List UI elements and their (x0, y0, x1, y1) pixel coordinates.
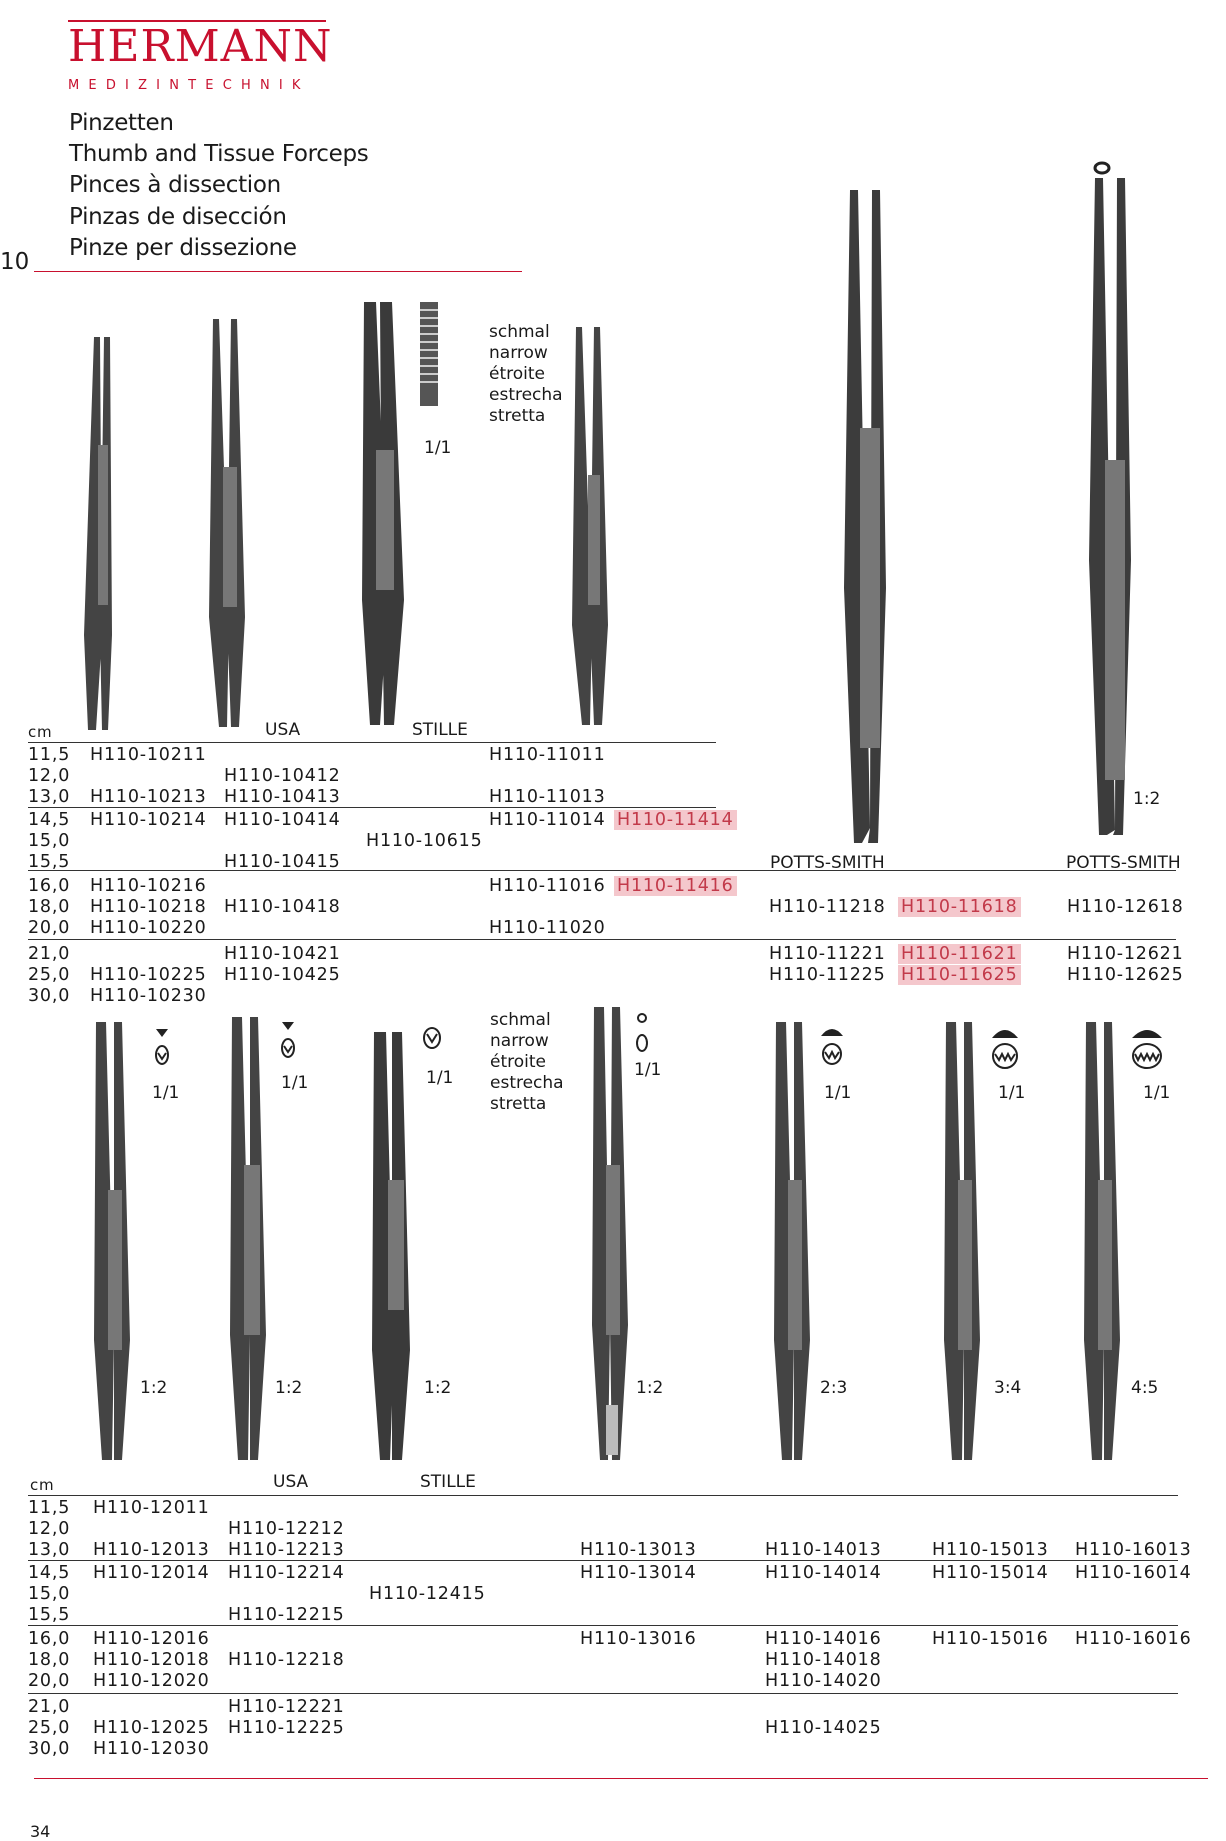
bottom-article-number (765, 1718, 882, 1738)
top-article-number (489, 876, 606, 896)
bottom-article-number (93, 1718, 210, 1738)
bottom-article-number (93, 1650, 210, 1670)
tip-3x4-icon (988, 1022, 1022, 1072)
forceps-surgical-stille-illustration (370, 1030, 420, 1465)
bottom-article-number (93, 1540, 210, 1560)
bottom-article-number (765, 1540, 882, 1560)
top-article-number (90, 897, 207, 917)
bottom-size-cell: 15,5 (28, 1605, 71, 1625)
top-article-text: H110-12625 (1067, 965, 1184, 985)
bottom-article-number (580, 1629, 697, 1649)
top-article-text: H110-11621 (898, 944, 1021, 964)
page-number: 34 (30, 1822, 51, 1841)
top-article-text: H110-11020 (489, 918, 606, 938)
top-article-text: H110-10214 (90, 810, 207, 830)
tip-scale-1: 1/1 (152, 1083, 180, 1103)
top-header-rule (28, 742, 716, 743)
top-article-number (224, 787, 341, 807)
tip-scale-6: 1/1 (998, 1083, 1026, 1103)
top-article-number (898, 944, 1021, 964)
bottom-article-text: H110-13013 (580, 1540, 697, 1560)
top-article-text: H110-11011 (489, 745, 606, 765)
top-article-text: H110-10421 (224, 944, 341, 964)
top-header-potts-smith: POTTS-SMITH (770, 853, 885, 873)
top-article-number (90, 787, 207, 807)
bottom-article-number (228, 1519, 345, 1539)
bottom-article-number (765, 1650, 882, 1670)
top-article-number (90, 918, 207, 938)
top-article-number (489, 745, 606, 765)
bottom-size-cell: 30,0 (28, 1739, 71, 1759)
bottom-article-number (765, 1671, 882, 1691)
forceps-surgical-usa-illustration (228, 1015, 278, 1465)
bottom-article-number (580, 1563, 697, 1583)
top-rule-2 (28, 870, 1176, 871)
bottom-article-number (765, 1629, 882, 1649)
scale-label-1: 1:2 (140, 1378, 168, 1398)
scale-label-5: 2:3 (820, 1378, 848, 1398)
top-article-text: H110-10413 (224, 787, 341, 807)
bottom-article-text: H110-15013 (932, 1540, 1049, 1560)
stille-tip-scale: 1/1 (424, 438, 452, 458)
top-article-number (1067, 897, 1184, 917)
bottom-size-cell: 20,0 (28, 1671, 71, 1691)
top-article-text: H110-11414 (614, 810, 737, 830)
forceps-potts-smith-illustration (840, 188, 900, 848)
forceps-3x4-illustration (942, 1020, 992, 1465)
top-article-number (489, 810, 606, 830)
top-size-cell: 25,0 (28, 965, 71, 985)
top-article-number (898, 897, 1021, 917)
top-article-text: H110-12621 (1067, 944, 1184, 964)
top-article-number (224, 810, 341, 830)
bottom-article-number (369, 1584, 486, 1604)
top-article-number (366, 831, 483, 851)
bottom-article-text: H110-13016 (580, 1629, 697, 1649)
bottom-size-cell: 16,0 (28, 1629, 71, 1649)
top-article-number (1067, 944, 1184, 964)
top-article-text: H110-10230 (90, 986, 207, 1006)
bottom-article-text: H110-16016 (1075, 1629, 1192, 1649)
bottom-article-number (580, 1540, 697, 1560)
bottom-rule-3 (28, 1693, 1178, 1694)
top-article-text: H110-10412 (224, 766, 341, 786)
brand-logo (68, 20, 333, 72)
top-size-cell: 20,0 (28, 918, 71, 938)
bottom-article-number (228, 1650, 345, 1670)
tip-scale-3: 1/1 (426, 1068, 454, 1088)
top-article-number (614, 810, 737, 830)
footer-divider (34, 1778, 1208, 1779)
bottom-article-text: H110-14013 (765, 1540, 882, 1560)
bottom-article-text: H110-12215 (228, 1605, 345, 1625)
bottom-size-cell: 25,0 (28, 1718, 71, 1738)
top-article-number (224, 766, 341, 786)
scale-label-6: 3:4 (994, 1378, 1022, 1398)
bottom-article-text: H110-12030 (93, 1739, 210, 1759)
tip-4x5-icon (1128, 1022, 1166, 1072)
bottom-article-text: H110-14016 (765, 1629, 882, 1649)
bottom-article-number (228, 1605, 345, 1625)
tip-stille-icon (420, 1026, 444, 1050)
brand-name: HERMANN (68, 21, 333, 72)
top-cm-label: cm (28, 723, 53, 741)
top-article-text: H110-11013 (489, 787, 606, 807)
bottom-article-number (1075, 1563, 1192, 1583)
bottom-article-text: H110-12018 (93, 1650, 210, 1670)
narrow-note-top: schmal narrow étroite estrecha stretta (489, 322, 563, 426)
bottom-article-text: H110-14020 (765, 1671, 882, 1691)
bottom-article-text: H110-15016 (932, 1629, 1049, 1649)
top-article-text: H110-10211 (90, 745, 207, 765)
bottom-article-text: H110-12011 (93, 1498, 210, 1518)
title-es: Pinzas de disección (69, 204, 287, 230)
forceps-usa-illustration (205, 317, 255, 737)
top-article-text: H110-11016 (489, 876, 606, 896)
bottom-article-text: H110-12020 (93, 1671, 210, 1691)
bottom-article-text: H110-12221 (228, 1697, 345, 1717)
bottom-article-text: H110-12218 (228, 1650, 345, 1670)
top-header-potts-smith-2: POTTS-SMITH (1066, 853, 1181, 873)
title-it: Pinze per dissezione (69, 235, 297, 261)
chapter-number: 10 (0, 249, 30, 275)
bottom-article-number (932, 1540, 1049, 1560)
bottom-article-number (765, 1563, 882, 1583)
top-article-number (614, 876, 737, 896)
top-article-text: H110-10218 (90, 897, 207, 917)
bottom-size-cell: 14,5 (28, 1563, 71, 1583)
bottom-article-number (1075, 1540, 1192, 1560)
top-header-usa: USA (265, 720, 301, 740)
scale-label-2: 1:2 (275, 1378, 303, 1398)
bottom-article-text: H110-13014 (580, 1563, 697, 1583)
top-article-text: H110-11218 (769, 897, 886, 917)
forceps-potts-smith-2-illustration (1085, 160, 1145, 840)
bottom-size-cell: 21,0 (28, 1697, 71, 1717)
top-article-text: H110-10414 (224, 810, 341, 830)
bottom-article-number (228, 1697, 345, 1717)
bottom-article-text: H110-12214 (228, 1563, 345, 1583)
forceps-4x5-illustration (1082, 1020, 1132, 1465)
top-article-number (769, 944, 886, 964)
title-divider (34, 271, 522, 272)
top-size-cell: 13,0 (28, 787, 71, 807)
top-article-text: H110-11416 (614, 876, 737, 896)
top-article-text: H110-10415 (224, 852, 341, 872)
top-size-cell: 15,5 (28, 852, 71, 872)
top-article-number (489, 787, 606, 807)
bottom-article-text: H110-14018 (765, 1650, 882, 1670)
top-article-text: H110-10220 (90, 918, 207, 938)
bottom-header-rule (28, 1495, 1178, 1496)
bottom-article-number (93, 1629, 210, 1649)
top-article-number (224, 897, 341, 917)
bottom-size-cell: 13,0 (28, 1540, 71, 1560)
top-article-text: H110-11625 (898, 965, 1021, 985)
tip-1x2-icon (150, 1025, 174, 1069)
forceps-narrow-illustration (568, 325, 618, 730)
forceps-stille-illustration (360, 300, 410, 730)
bottom-article-number (93, 1739, 210, 1759)
tip-scale-7: 1/1 (1143, 1083, 1171, 1103)
top-article-text: H110-11618 (898, 897, 1021, 917)
bottom-article-text: H110-12212 (228, 1519, 345, 1539)
bottom-article-number (93, 1671, 210, 1691)
top-rule-3 (28, 939, 1176, 940)
top-article-number (769, 965, 886, 985)
stille-tip-detail (418, 300, 440, 410)
tip-1x2-usa-icon (276, 1018, 300, 1062)
top-size-cell: 12,0 (28, 766, 71, 786)
bottom-size-cell: 11,5 (28, 1498, 71, 1518)
bottom-article-text: H110-14014 (765, 1563, 882, 1583)
top-article-number (90, 810, 207, 830)
bottom-article-text: H110-15014 (932, 1563, 1049, 1583)
forceps-2x3-illustration (772, 1020, 822, 1465)
top-article-number (898, 965, 1021, 985)
bottom-article-number (228, 1540, 345, 1560)
bottom-article-number (228, 1718, 345, 1738)
bottom-article-text: H110-16013 (1075, 1540, 1192, 1560)
bottom-rule-2 (28, 1625, 1178, 1626)
forceps-surgical-illustration (92, 1020, 142, 1465)
bottom-cm-label: cm (30, 1476, 55, 1494)
bottom-article-number (93, 1498, 210, 1518)
top-article-number (90, 876, 207, 896)
top-article-number (224, 965, 341, 985)
top-article-text: H110-11014 (489, 810, 606, 830)
bottom-size-cell: 12,0 (28, 1519, 71, 1539)
top-size-cell: 11,5 (28, 745, 71, 765)
bottom-article-number (1075, 1629, 1192, 1649)
top-article-number (90, 986, 207, 1006)
top-article-text: H110-10418 (224, 897, 341, 917)
bottom-article-text: H110-12013 (93, 1540, 210, 1560)
scale-label-3: 1:2 (424, 1378, 452, 1398)
bottom-article-text: H110-12415 (369, 1584, 486, 1604)
bottom-article-text: H110-12225 (228, 1718, 345, 1738)
top-article-text: H110-11225 (769, 965, 886, 985)
title-fr: Pinces à dissection (69, 172, 281, 198)
narrow-note-bottom: schmal narrow étroite estrecha stretta (490, 1010, 564, 1114)
bottom-article-text: H110-16014 (1075, 1563, 1192, 1583)
top-article-text: H110-11221 (769, 944, 886, 964)
top-header-stille: STILLE (412, 720, 468, 740)
bottom-rule-1 (28, 1560, 1178, 1561)
top-article-text: H110-10216 (90, 876, 207, 896)
brand-subtitle: MEDIZINTECHNIK (68, 78, 310, 93)
title-de: Pinzetten (69, 110, 174, 136)
tip-scale-5: 1/1 (824, 1083, 852, 1103)
bottom-size-cell: 15,0 (28, 1584, 71, 1604)
top-article-text: H110-12618 (1067, 897, 1184, 917)
tip-2x3-icon (817, 1022, 847, 1066)
tip-scale-4: 1/1 (634, 1060, 662, 1080)
top-size-cell: 30,0 (28, 986, 71, 1006)
top-article-text: H110-10425 (224, 965, 341, 985)
top-size-cell: 15,0 (28, 831, 71, 851)
top-article-text: H110-10615 (366, 831, 483, 851)
forceps-surgical-narrow-illustration (590, 1005, 640, 1465)
top-article-text: H110-10225 (90, 965, 207, 985)
top-article-number (224, 944, 341, 964)
bottom-article-number (932, 1563, 1049, 1583)
bottom-header-usa: USA (273, 1472, 309, 1492)
bottom-article-text: H110-12016 (93, 1629, 210, 1649)
top-rule-1 (28, 807, 716, 808)
top-size-cell: 16,0 (28, 876, 71, 896)
title-en: Thumb and Tissue Forceps (69, 141, 369, 167)
forceps-illustration (80, 335, 130, 735)
bottom-article-number (228, 1563, 345, 1583)
bottom-header-stille: STILLE (420, 1472, 476, 1492)
scale-label-7: 4:5 (1131, 1378, 1159, 1398)
top-article-number (769, 897, 886, 917)
top-article-number (90, 965, 207, 985)
bottom-article-text: H110-12213 (228, 1540, 345, 1560)
top-article-number (489, 918, 606, 938)
top-size-cell: 21,0 (28, 944, 71, 964)
top-size-cell: 18,0 (28, 897, 71, 917)
bottom-article-text: H110-14025 (765, 1718, 882, 1738)
tip-narrow-icon (632, 1013, 652, 1055)
bottom-article-text: H110-12014 (93, 1563, 210, 1583)
potts-scale: 1:2 (1133, 789, 1161, 809)
bottom-size-cell: 18,0 (28, 1650, 71, 1670)
top-size-cell: 14,5 (28, 810, 71, 830)
top-article-number (1067, 965, 1184, 985)
scale-label-4: 1:2 (636, 1378, 664, 1398)
top-article-text: H110-10213 (90, 787, 207, 807)
top-article-number (224, 852, 341, 872)
bottom-article-number (932, 1629, 1049, 1649)
tip-scale-2: 1/1 (281, 1073, 309, 1093)
bottom-article-text: H110-12025 (93, 1718, 210, 1738)
bottom-article-number (93, 1563, 210, 1583)
top-article-number (90, 745, 207, 765)
